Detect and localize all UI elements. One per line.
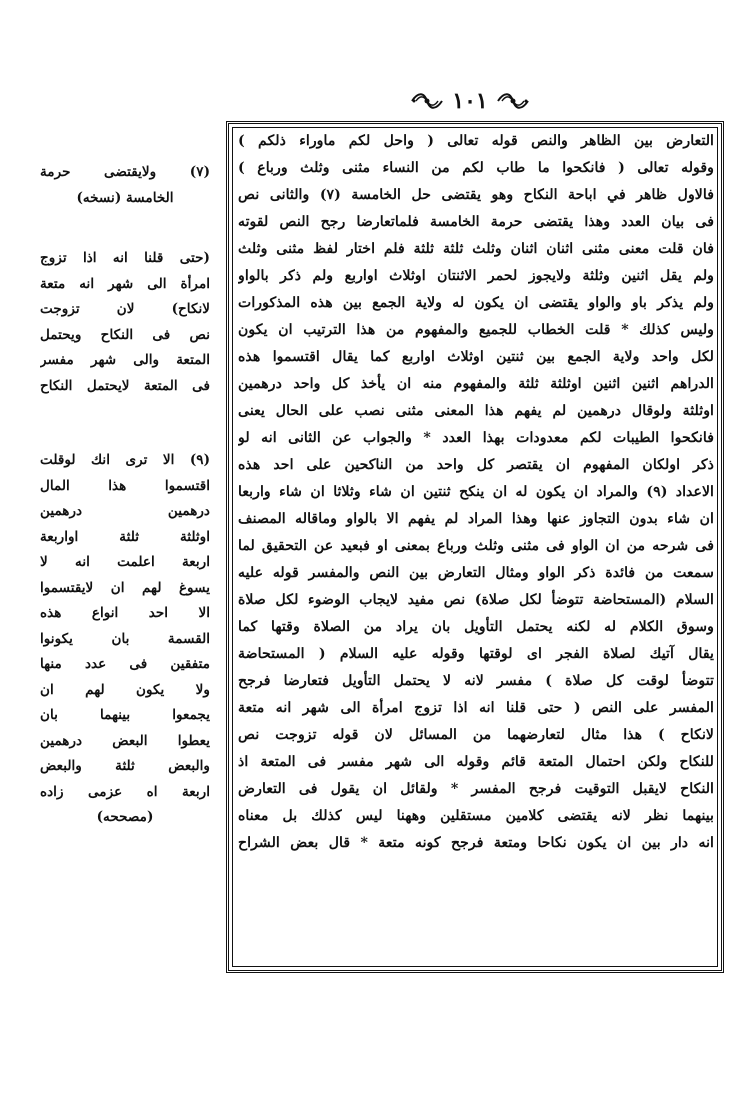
main-text-line: للنكاح ولكن احتمال المتعة قائم وقوله الى شهر مفسر فى المتعة اذ <box>238 754 714 770</box>
main-text-body <box>238 128 714 968</box>
main-text-line: فى شرحه من ان الواو فى مثنى وثلث ورباع بمعنى او فبعيد عن التحقيق لما <box>238 538 714 554</box>
left-ornament-icon <box>410 90 444 112</box>
main-text-line: سمعت من فائدة ذكر الواو ومثال التعارض بين النص والمفسر قوله عليه <box>238 565 714 581</box>
margin-note-line: فى المتعة لايحتمل النكاح <box>40 377 210 394</box>
margin-note-line: (٧) ولايقتضى حرمة <box>40 164 210 180</box>
page-header <box>380 86 560 116</box>
main-text-line: ولم يقل اثنين وثلثة ولايجوز لحمر الاثنتان اوثلاث اواربع ولم ذكر بالواو <box>238 268 714 284</box>
main-text-line: وسوق الكلام له لكنه يحتمل التأويل بان يراد من الصلاة وقتها كما <box>238 619 714 635</box>
margin-note-line: يعطوا البعض درهمين <box>40 732 210 749</box>
main-text-line: التعارض بين الظاهر والنص قوله تعالى ( واحل لكم ماوراء ذلكم ) <box>238 133 714 149</box>
main-text-line: النكاح لايقبل التوقيت فرجح المفسر * ولقائل ان يقول فى التعارض <box>238 781 714 797</box>
main-text-line: السلام (المستحاضة تتوضأ لكل صلاة) نص مفيد لايجاب الوضوء لكل صلاة <box>238 592 714 608</box>
margin-note-line: متفقين فى عدد منها <box>40 656 210 672</box>
margin-note-line: (٩) الا ترى انك لوقلت <box>40 452 210 468</box>
margin-note-line: ولا يكون لهم ان <box>40 681 210 698</box>
margin-note-line: الا احد انواع هذه <box>40 605 210 621</box>
main-text-line: لكل واحد ولاية الجمع بين ثنتين اوثلاث اواربع كما يقال اقتسموا هذه <box>238 349 714 365</box>
margin-note-line: امرأة الى شهر انه متعة <box>40 275 210 292</box>
margin-note-line: الخامسة (نسخه) <box>76 189 174 206</box>
main-text-line: ولم يذكر باو والواو يقتضى ان يكون له ولاية الجمع بين هذه المذكورات <box>238 295 714 311</box>
main-text-line: بينهما نظر لانه يقتضى كلامين مستقلين وههنا ليس كذلك بل معناه <box>238 808 714 824</box>
margin-note-line: اربعة اعلمت انه لا <box>40 554 210 570</box>
main-text-line: لانكاح ) هذا مثال لتعارضهما من المسائل لان قوله تزوجت نص <box>238 727 714 743</box>
main-text-line: فى بيان العدد وهذا يقتضى حرمة الخامسة فلماتعارضا رجح النص لقوته <box>238 214 714 230</box>
margin-note-line: القسمة بان يكونوا <box>40 630 210 647</box>
main-text-line: انه دار بين ان يكون نكاحا ومتعة فرجح كونه متعة * قال بعض الشراح <box>238 835 714 851</box>
margin-note-line: (حتى قلنا انه اذا تزوج <box>40 250 210 266</box>
main-text-line: تتوضأ لوقت كل صلاة ) مفسر لانه لا يحتمل التأويل فتعارضا فرجح <box>238 673 714 689</box>
main-text-line: ذكر اولكان المفهوم ان يقتصر كل واحد من الناكحين على احد هذه <box>238 457 714 473</box>
main-text-line: فالاول ظاهر في اباحة النكاح وهو يقتضى حل الخامسة (٧) والثانى نص <box>238 187 714 203</box>
main-text-line: اوثلثة ولوقال درهمين لم يفهم هذا المعنى مثنى نصب على الحال يعنى <box>238 403 714 419</box>
main-text-line: ان شاء بدون التجاوز عنها وهذا المراد لم يفهم الا بالواو وماقاله المصنف <box>238 511 714 527</box>
page-number: ١٠١ <box>452 88 488 114</box>
margin-note-line: المتعة والى شهر مفسر <box>40 352 210 368</box>
margin-note-line: يسوغ لهم ان لايقتسموا <box>40 579 210 596</box>
margin-note-line: نص فى النكاح ويحتمل <box>40 326 210 343</box>
main-text-line: فانكحوا الطيبات لكم معدودات بهذا العدد * والجواب عن الثانى انه لو <box>238 430 714 446</box>
margin-note-line: والبعض ثلثة والبعض <box>40 758 210 774</box>
margin-note-line: اربعة اه عزمى زاده <box>40 783 210 800</box>
main-text-line: الدراهم اثنين اثنين اوثلثة ثلثة والمفهوم منه ان يأخذ كل واحد درهمين <box>238 376 714 392</box>
margin-note-2 <box>40 246 210 399</box>
main-text-line: المفسر على النص ( حتى قلنا انه اذا تزوج امرأة الى شهر انه متعة <box>238 700 714 716</box>
right-ornament-icon <box>496 90 530 112</box>
margin-note-1 <box>40 160 210 211</box>
margin-note-line: (مصححه) <box>96 809 154 825</box>
main-text-line: وليس كذلك * قلت الخطاب للجميع والمفهوم من هذا الترتيب ان يكون <box>238 322 714 338</box>
margin-note-line: اقتسموا هذا المال <box>40 477 210 494</box>
margin-note-line: اوثلثة ثلثة اواربعة <box>40 528 210 545</box>
margin-note-3 <box>40 448 210 831</box>
main-text-line: وقوله تعالى ( فانكحوا ما طاب لكم من النساء مثنى وثلث ورباع ) <box>238 160 714 176</box>
main-text-line: الاعداد (٩) والمراد ان يكون له ان ينكح ثنتين ان شاء وثلاثا ان شاء واربعا <box>238 484 714 500</box>
main-text-line: يقال آتيك لصلاة الفجر اى لوقتها وقوله عليه السلام ( المستحاضة <box>238 646 714 662</box>
margin-note-line: درهمين درهمين <box>40 503 210 519</box>
main-text-line: فان قلت معنى مثنى اثنان اثنان وثلث ثلثة ثلثة فلم اختار لفظ مثنى وثلث <box>238 241 714 257</box>
margin-note-line: يجمعوا بينهما بان <box>40 707 210 723</box>
margin-note-line: لانكاح) لان تزوجت <box>40 301 210 317</box>
